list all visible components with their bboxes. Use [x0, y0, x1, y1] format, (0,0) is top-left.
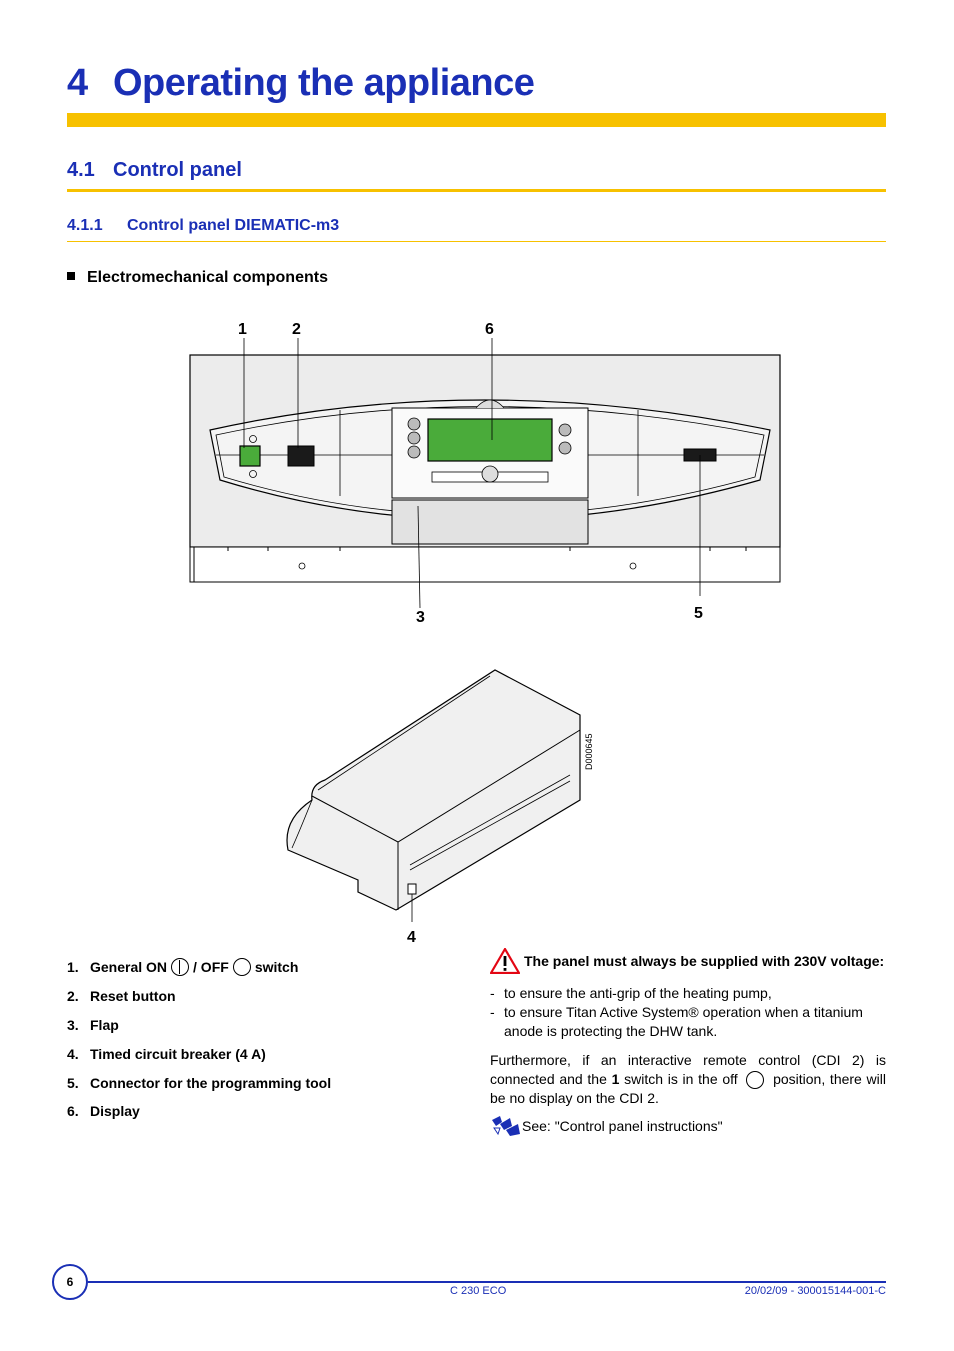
on-circle-icon	[171, 958, 189, 976]
section-title	[67, 159, 242, 182]
footer-model: C 230 ECO	[450, 1285, 507, 1297]
reset-button	[288, 446, 314, 466]
reference-arrows-icon	[490, 1114, 522, 1138]
callout-1: 1	[238, 321, 247, 338]
bullet-square-icon	[67, 272, 75, 280]
callout-2: 2	[292, 321, 301, 338]
subsection-title	[67, 217, 339, 235]
legend-item: 4. Timed circuit breaker (4 A)	[67, 1045, 266, 1062]
off-circle-icon	[233, 958, 251, 976]
footer-reference: 20/02/09 - 300015144-001-C	[744, 1285, 886, 1297]
callout-5: 5	[694, 605, 703, 622]
flap	[392, 500, 588, 544]
legend-item: 3. Flap	[67, 1016, 119, 1033]
subsection-title-text: Control panel DIEMATIC-m3	[127, 217, 340, 234]
legend-item: 5. Connector for the programming tool	[67, 1074, 332, 1091]
chapter-number: 4	[67, 62, 88, 104]
callout-4: 4	[407, 929, 416, 945]
chapter-bar	[67, 113, 886, 127]
panel-base	[190, 547, 780, 582]
chapter-title-text: Operating the appliance	[113, 62, 535, 104]
control-panel-side-diagram	[270, 660, 610, 945]
section-number: 4.1	[67, 159, 95, 181]
warning-list-item: - to ensure Titan Active System® operation when a titanium anode is protecting the DHW tank.	[490, 1004, 863, 1039]
section-rule	[67, 189, 886, 192]
bullet-heading	[67, 269, 328, 287]
see-reference: See: "Control panel instructions"	[490, 1114, 886, 1138]
legend-item: 6. Display	[67, 1103, 140, 1120]
legend-item: 1. General ON / OFF switch	[67, 959, 299, 976]
on-off-switch	[240, 446, 260, 466]
warning-triangle-icon	[490, 948, 520, 974]
chapter-title	[67, 62, 534, 105]
drawing-code: D000645	[584, 733, 594, 770]
callout-6: 6	[485, 321, 494, 338]
warning-list-item: - to ensure the anti-grip of the heating pump,	[490, 985, 772, 1001]
section-title-text: Control panel	[113, 159, 242, 181]
callout-3: 3	[416, 609, 425, 626]
warning-title: The panel must always be supplied with 230V voltage:	[490, 948, 886, 974]
bullet-heading-text: Electromechanical components	[87, 269, 328, 286]
control-panel-front-diagram	[180, 310, 790, 630]
legend-list	[67, 953, 467, 1126]
warning-block	[490, 948, 886, 1138]
page-number: 6	[52, 1264, 88, 1300]
footer-rule	[88, 1281, 886, 1283]
subsection-rule	[67, 241, 886, 242]
off-circle-icon	[746, 1071, 764, 1089]
display-screen	[428, 419, 552, 461]
legend-item: 2. Reset button	[67, 988, 176, 1005]
subsection-number: 4.1.1	[67, 217, 103, 234]
warning-paragraph: Furthermore, if an interactive remote control (CDI 2) is connected and the 1 switch is in the off position, there will be no display on the CDI 2.	[490, 1052, 887, 1107]
circuit-breaker	[408, 884, 416, 894]
